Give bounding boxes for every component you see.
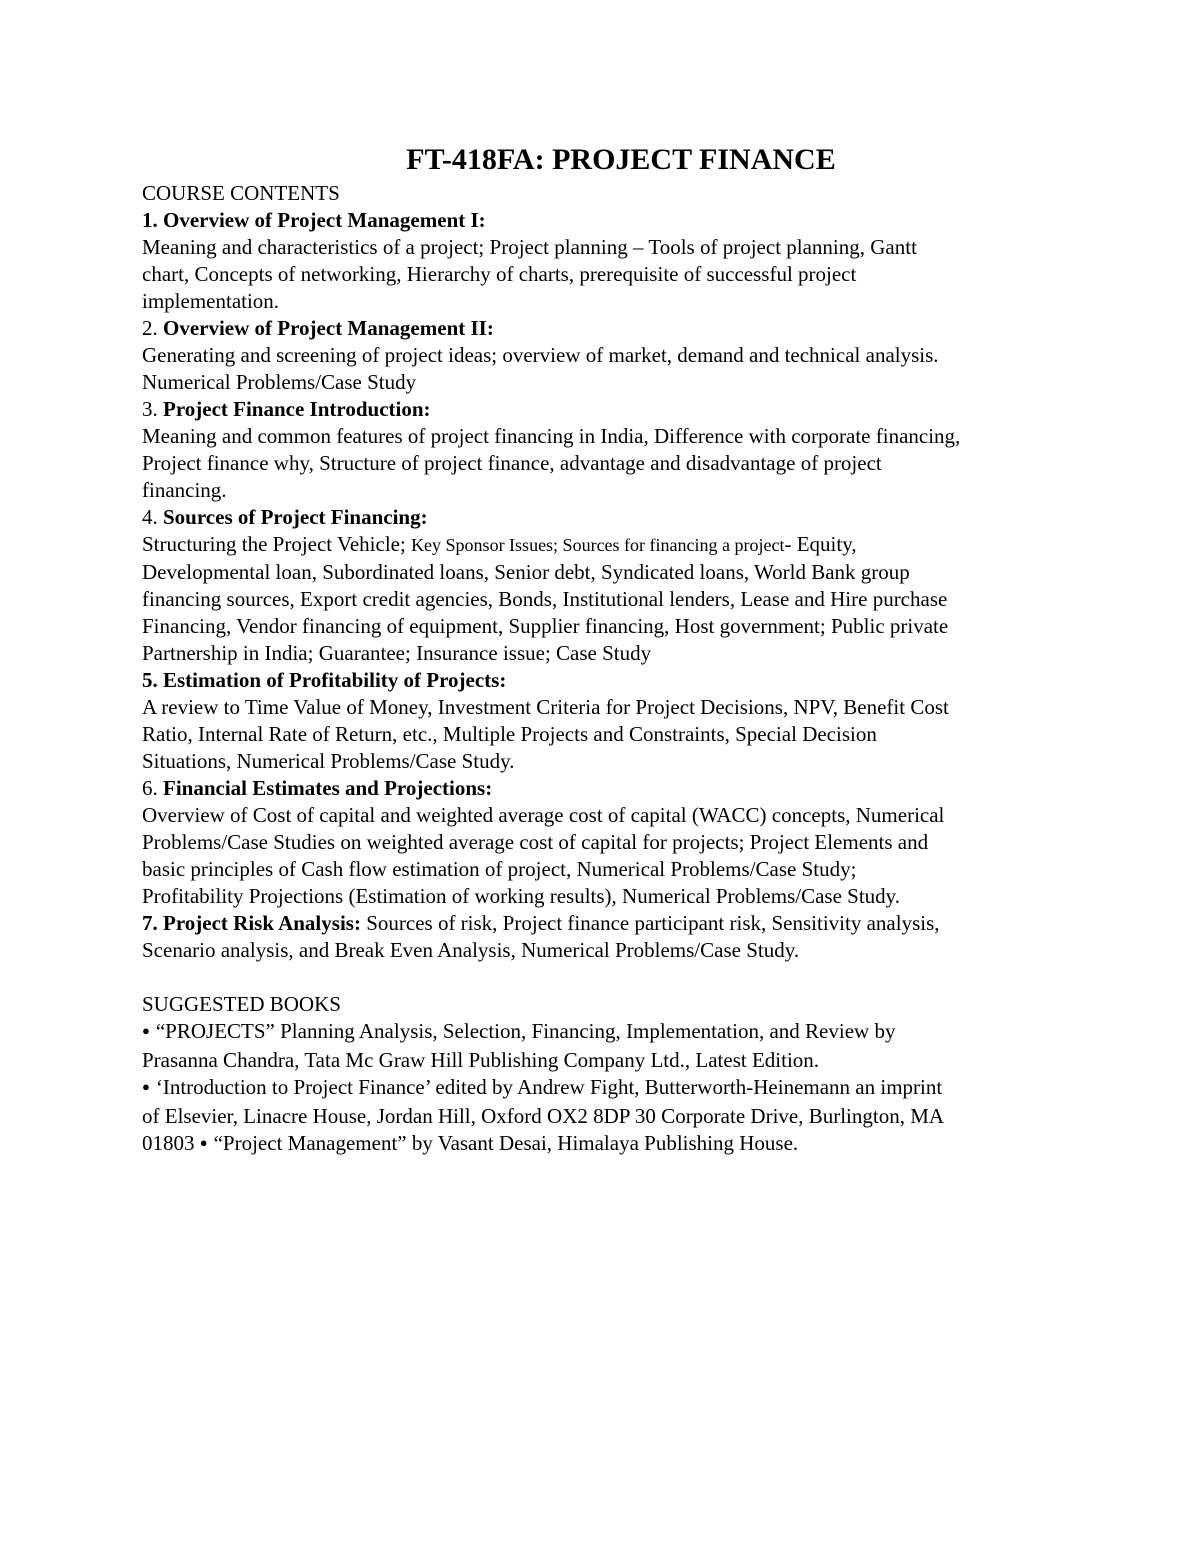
books-heading: SUGGESTED BOOKS: [142, 992, 341, 1016]
book-entry-3: [142, 1130, 1072, 1159]
section-title: Overview of Project Management I:: [163, 208, 486, 232]
section-number: 3.: [142, 397, 158, 421]
book-line: ‘Introduction to Project Finance’ edited by Andrew Fight, Butterworth-Heinemann an imprint: [155, 1075, 943, 1099]
section-1-line: Meaning and characteristics of a project; Project planning – Tools of project planning, Gantt: [142, 235, 917, 259]
section-3-line: financing.: [142, 478, 227, 502]
book-entry-1: [142, 1018, 1072, 1047]
book-entry-2: [142, 1074, 1072, 1103]
section-4-text: Structuring the Project Vehicle;: [142, 532, 406, 556]
book-line: Prasanna Chandra, Tata Mc Graw Hill Publishing Company Ltd., Latest Edition.: [142, 1048, 820, 1072]
section-number: 1.: [142, 208, 158, 232]
section-number: 4.: [142, 505, 158, 529]
section-6-line: Profitability Projections (Estimation of working results), Numerical Problems/Case Study.: [142, 884, 901, 908]
section-2-heading: [142, 315, 1072, 342]
section-3-line: Meaning and common features of project financing in India, Difference with corporate financing,: [142, 424, 961, 448]
section-4-line: Partnership in India; Guarantee; Insurance issue; Case Study: [142, 641, 652, 665]
section-title: Project Risk Analysis:: [163, 911, 361, 935]
section-5-line: A review to Time Value of Money, Investment Criteria for Project Decisions, NPV, Benefit Cost: [142, 695, 949, 719]
document-page: [142, 140, 1072, 1159]
section-5-heading: [142, 667, 1072, 694]
section-2-line: Numerical Problems/Case Study: [142, 370, 417, 394]
section-1-heading: [142, 207, 1072, 234]
section-3-heading: [142, 396, 1072, 423]
section-4-line: Developmental loan, Subordinated loans, Senior debt, Syndicated loans, World Bank group: [142, 560, 910, 584]
section-7-heading: [142, 910, 1072, 937]
section-5-line: Ratio, Internal Rate of Return, etc., Multiple Projects and Constraints, Special Decision: [142, 722, 877, 746]
section-6-line: Problems/Case Studies on weighted average cost of capital for projects; Project Elements and: [142, 830, 929, 854]
bullet-icon: ●: [142, 1079, 150, 1094]
section-number: 5.: [142, 668, 158, 692]
section-number: 6.: [142, 776, 158, 800]
section-title: Overview of Project Management II:: [163, 316, 494, 340]
section-1-line: chart, Concepts of networking, Hierarchy of charts, prerequisite of successful project: [142, 262, 857, 286]
book-line: of Elsevier, Linacre House, Jordan Hill, Oxford OX2 8DP 30 Corporate Drive, Burlington, MA: [142, 1104, 945, 1128]
bullet-icon: ●: [199, 1135, 208, 1150]
section-7-inline-text: Sources of risk, Project finance participant risk, Sensitivity analysis,: [366, 911, 940, 935]
section-2-line: Generating and screening of project ideas; overview of market, demand and technical analysis.: [142, 343, 939, 367]
section-7-line: Scenario analysis, and Break Even Analysis, Numerical Problems/Case Study.: [142, 938, 800, 962]
section-6-line: basic principles of Cash flow estimation of project, Numerical Problems/Case Study;: [142, 857, 857, 881]
document-title: FT-418FA: PROJECT FINANCE: [406, 143, 836, 176]
course-contents-heading: COURSE CONTENTS: [142, 181, 340, 205]
book-line: “PROJECTS” Planning Analysis, Selection, Financing, Implementation, and Review by: [155, 1019, 896, 1043]
section-4-text: - Equity,: [784, 532, 857, 556]
section-title: Estimation of Profitability of Projects:: [163, 668, 507, 692]
book-line: “Project Management” by Vasant Desai, Himalaya Publishing House.: [213, 1131, 799, 1155]
section-4-first-line: [142, 531, 1072, 559]
section-title: Financial Estimates and Projections:: [163, 776, 493, 800]
section-6-line: Overview of Cost of capital and weighted average cost of capital (WACC) concepts, Numerical: [142, 803, 945, 827]
section-3-line: Project finance why, Structure of project finance, advantage and disadvantage of project: [142, 451, 882, 475]
bullet-icon: ●: [142, 1023, 150, 1038]
section-6-heading: [142, 775, 1072, 802]
section-number: 7.: [142, 911, 158, 935]
section-number: 2.: [142, 316, 158, 340]
book-line: 01803: [142, 1131, 195, 1155]
section-4-heading: [142, 504, 1072, 531]
section-title: Sources of Project Financing:: [163, 505, 428, 529]
section-4-line: financing sources, Export credit agencies, Bonds, Institutional lenders, Lease and Hire purchase: [142, 587, 948, 611]
section-4-line: Financing, Vendor financing of equipment, Supplier financing, Host government; Public private: [142, 614, 949, 638]
section-4-text-small: Key Sponsor Issues; Sources for financing a project: [411, 535, 785, 555]
spacer: [142, 964, 1072, 991]
section-1-line: implementation.: [142, 289, 280, 313]
section-5-line: Situations, Numerical Problems/Case Study.: [142, 749, 515, 773]
section-title: Project Finance Introduction:: [163, 397, 431, 421]
